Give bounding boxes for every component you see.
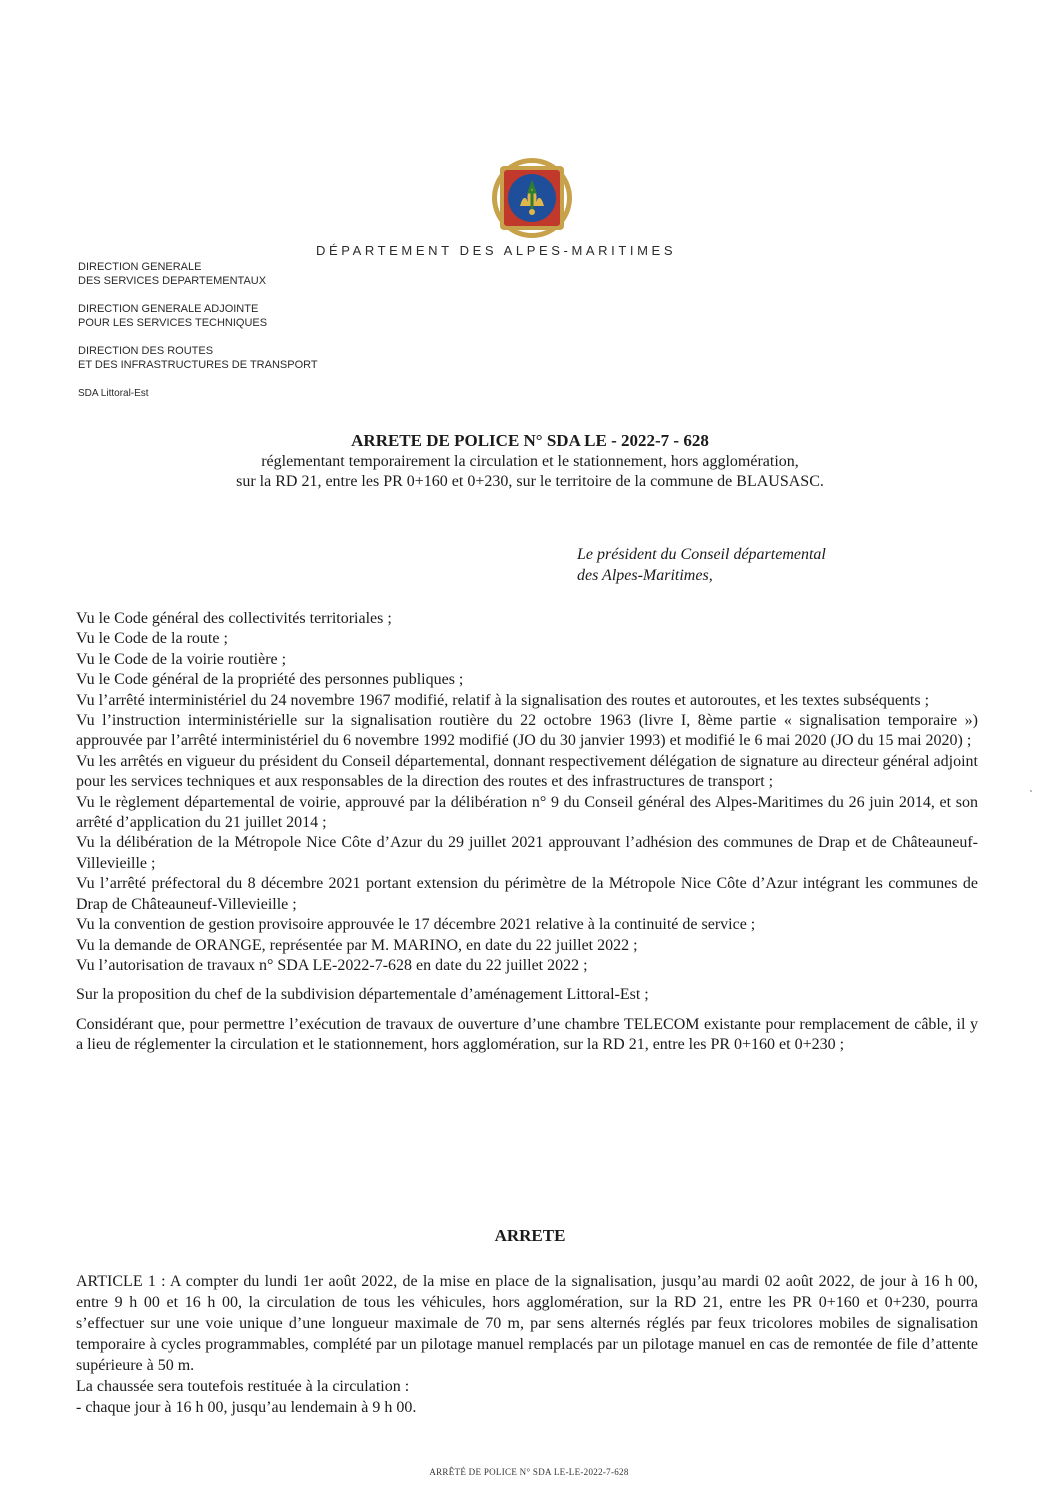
vu-clause: Vu l’instruction interministérielle sur la signalisation routière du 22 octobre 1963 (livre I, 8ème partie « signalisation temporaire ») approuvée par l’arrêté interministériel du 6 novembre 1992 modifié (JO du 30 janvier 1993) et modifié le 6 mai 2020 (JO du 15 mai 2020) ;: [76, 712, 978, 750]
decree-subtitle-line-2: sur la RD 21, entre les PR 0+160 et 0+230, sur le territoire de la commune de BLAUSASC.: [236, 473, 824, 490]
issuing-services: [78, 261, 378, 416]
decree-heading: [120, 430, 940, 492]
service-line: DES SERVICES DEPARTEMENTAUX: [78, 274, 267, 287]
article-1-item: - chaque jour à 16 h 00, jusqu’au lendemain à 9 h 00.: [76, 1399, 417, 1416]
department-title: DÉPARTEMENT DES ALPES-MARITIMES: [316, 243, 677, 258]
vu-clause: Vu le règlement départemental de voirie, approuvé par la délibération n° 9 du Conseil général des Alpes-Maritimes du 26 juin 2014, et son arrêté d’application du 21 juillet 2014 ;: [76, 793, 978, 832]
vu-clause: Vu le Code de la route ;: [76, 630, 228, 648]
vu-clause: Vu les arrêtés en vigueur du président du Conseil départemental, donnant respectivement délégation de signature au directeur général adjoint pour les services techniques et aux responsables de la direction des routes et des infrastructures de transport ;: [76, 752, 978, 791]
decree-title: ARRETE DE POLICE N° SDA LE - 2022-7 - 628: [351, 431, 709, 450]
service-line: DIRECTION GENERALE: [78, 261, 202, 273]
decree-subtitle-line-1: réglementant temporairement la circulation et le stationnement, hors agglomération,: [261, 453, 799, 470]
service-line: POUR LES SERVICES TECHNIQUES: [78, 316, 268, 329]
page-footer: ARRÊTÉ DE POLICE N° SDA LE-LE-2022-7-628: [429, 1467, 629, 1477]
service-line: SDA Littoral-Est: [78, 388, 149, 399]
president-signatory: [577, 544, 957, 586]
vu-clause: Vu l’arrêté interministériel du 24 novembre 1967 modifié, relatif à la signalisation des routes et autoroutes, et les textes subséquents ;: [76, 691, 930, 709]
vu-clause: Vu la demande de ORANGE, représentée par M. MARINO, en date du 22 juillet 2022 ;: [76, 936, 638, 954]
service-group-3: [78, 345, 378, 372]
arrete-heading: ARRETE: [494, 1226, 566, 1245]
decree-body: [76, 609, 978, 1056]
proposition-clause: Sur la proposition du chef de la subdivision départementale d’aménagement Littoral-Est ;: [76, 986, 649, 1004]
vu-clause: Vu l’autorisation de travaux n° SDA LE-2022-7-628 en date du 22 juillet 2022 ;: [76, 956, 588, 974]
service-group-2: [78, 303, 378, 330]
service-line: DIRECTION GENERALE ADJOINTE: [78, 303, 259, 315]
vu-clause: Vu le Code de la voirie routière ;: [76, 650, 287, 668]
article-1-restitution: La chaussée sera toutefois restituée à la circulation :: [76, 1378, 410, 1395]
article-1: [76, 1271, 978, 1418]
service-line: ET DES INFRASTRUCTURES DE TRANSPORT: [78, 358, 318, 371]
vu-clause: Vu l’arrêté préfectoral du 8 décembre 2021 portant extension du périmètre de la Métropole Nice Côte d’Azur intégrant les communes de Drap de Châteauneuf-Villevieille ;: [76, 875, 978, 913]
vu-clause: Vu le Code général des collectivités territoriales ;: [76, 610, 392, 627]
department-emblem-logo: [490, 156, 574, 240]
service-group-4: [78, 387, 378, 401]
vu-clause: Vu la convention de gestion provisoire approuvée le 17 décembre 2021 relative à la continuité de service ;: [76, 916, 756, 934]
service-group-1: [78, 261, 378, 288]
scan-speck: [1030, 790, 1032, 792]
vu-clause: Vu la délibération de la Métropole Nice Côte d’Azur du 29 juillet 2021 approuvant l’adhésion des communes de Drap et de Châteauneuf-Villevieille ;: [76, 834, 978, 872]
article-1-text: ARTICLE 1 : A compter du lundi 1er août 2022, de la mise en place de la signalisation, jusqu’au mardi 02 août 2022, de jour à 16 h 00, entre 9 h 00 et 16 h 00, la circulation de tous les véhicules, hors agglomération, sur la RD 21, entre les PR 0+160 et 0+230, pourra s’effectuer sur une voie unique d’une longueur maximale de 70 m, par sens alternés réglés par feux tricolores mobiles de signalisation temporaire à cycles programmables, complété par un pilotage manuel remplacés par un pilotage manuel en cas de remontée de file d’attente supérieure à 50 m.: [76, 1273, 978, 1374]
vu-clause: Vu le Code général de la propriété des personnes publiques ;: [76, 671, 464, 689]
service-line: DIRECTION DES ROUTES: [78, 345, 214, 357]
considerant-clause: Considérant que, pour permettre l’exécution de travaux de ouverture d’une chambre TELECOM existante pour remplacement de câble, il y a lieu de réglementer la circulation et le stationnement, hors agglomération, sur la RD 21, entre les PR 0+160 et 0+230 ;: [76, 1015, 978, 1054]
president-line-1: Le président du Conseil départemental: [577, 546, 826, 563]
president-line-2: des Alpes-Maritimes,: [577, 567, 713, 584]
